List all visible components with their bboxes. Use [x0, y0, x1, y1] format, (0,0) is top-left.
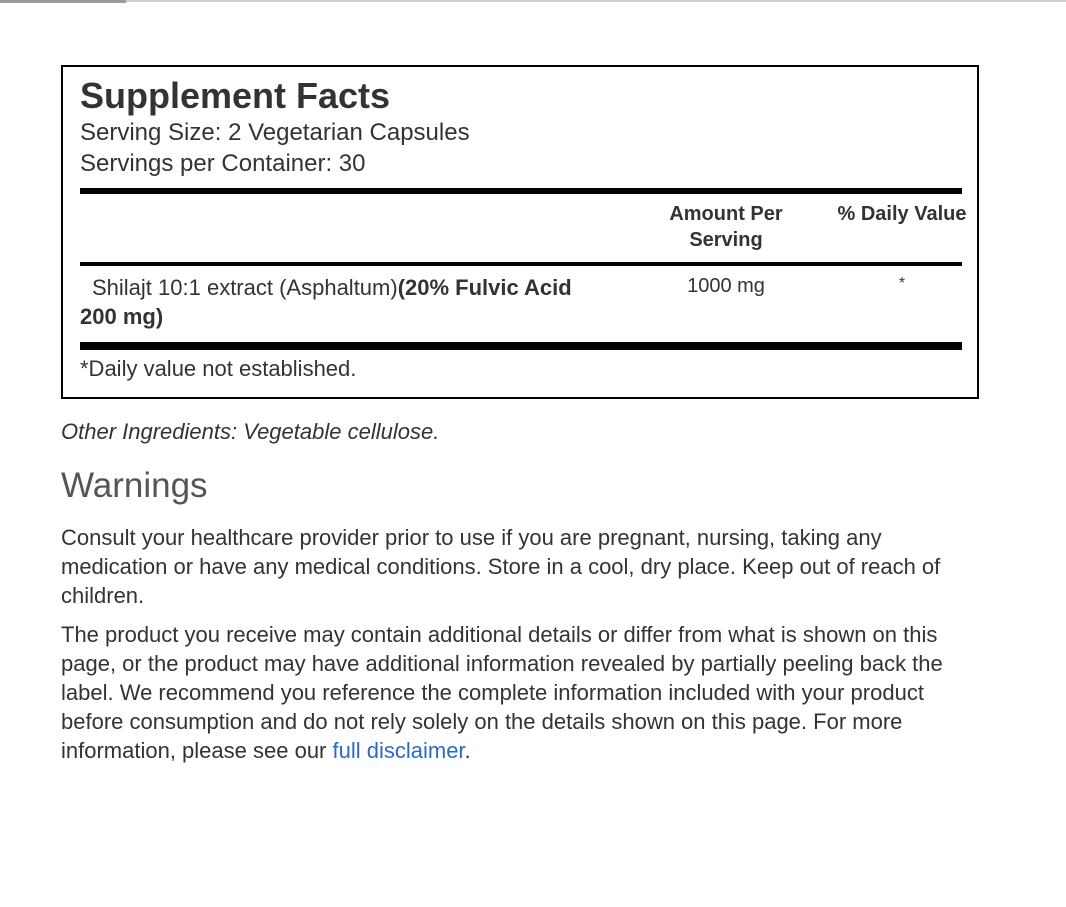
serving-size: Serving Size: 2 Vegetarian Capsules: [80, 119, 470, 146]
ingredient-name: Shilajt 10:1 extract (Asphaltum): [92, 275, 398, 300]
servings-per-container: Servings per Container: 30: [80, 150, 366, 177]
disclaimer-trailing: .: [464, 738, 471, 763]
warnings-text: Consult your healthcare provider prior to use if you are pregnant, nursing, taking any medication or have any medical conditions. Store in a cool, dry place. Keep out of reach of children.: [61, 525, 941, 608]
facts-header-rule: [80, 262, 962, 266]
facts-thick-rule-bottom: [80, 342, 962, 350]
disclaimer-paragraph: [61, 620, 981, 765]
other-ingredients: Other Ingredients: Vegetable cellulose.: [61, 419, 440, 444]
column-header-amount: Amount Per Serving: [669, 203, 783, 251]
ingredient-amount: 1000 mg: [687, 275, 765, 297]
full-disclaimer-link[interactable]: full disclaimer: [332, 738, 465, 763]
column-header-daily-value: % Daily Value: [837, 203, 967, 225]
supplement-facts-panel: [61, 65, 979, 399]
ingredient-detail: (20% Fulvic Acid 200 mg): [80, 275, 572, 329]
facts-thick-rule-top: [80, 188, 962, 194]
disclaimer-text: The product you receive may contain additional details or differ from what is shown on this page, or the product may have additional information revealed by partially peeling back the label. We recommend you reference the complete information included with your product before consumption and do not rely solely on the details shown on this page. For more information, please see our: [61, 622, 943, 763]
active-tab-indicator: [0, 0, 126, 3]
warnings-heading: Warnings: [61, 466, 208, 505]
daily-value-footnote: *Daily value not established.: [80, 356, 357, 381]
top-divider: [0, 0, 1066, 2]
supplement-facts-title: Supplement Facts: [80, 75, 391, 116]
ingredient-row: [80, 273, 580, 331]
ingredient-daily-value: *: [898, 275, 906, 292]
